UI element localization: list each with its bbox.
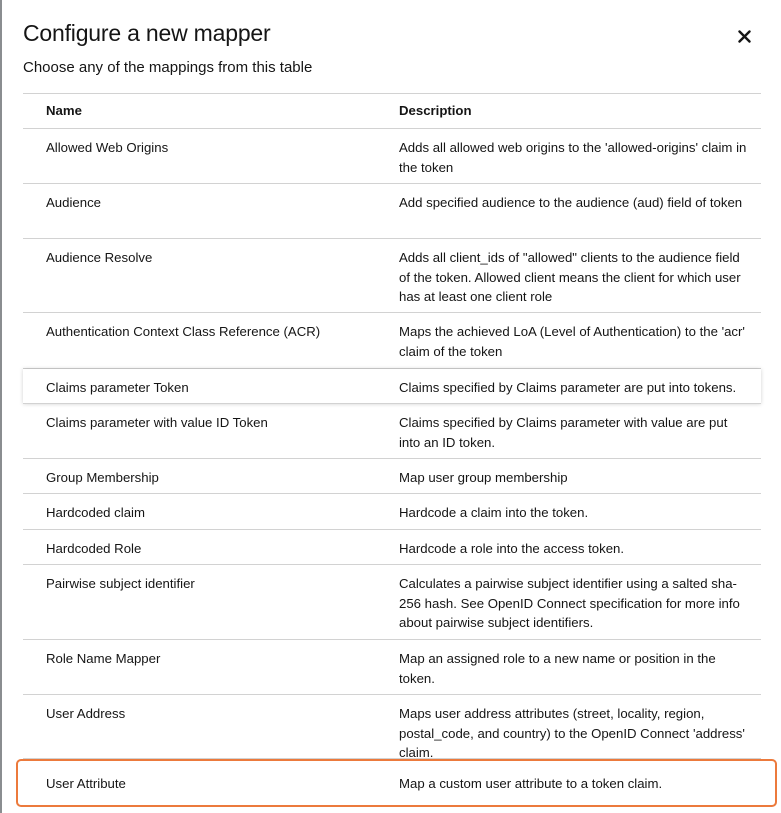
mapper-name: Allowed Web Origins <box>46 140 169 155</box>
mapper-description: Hardcode a role into the access token. <box>399 541 625 556</box>
table-row[interactable] <box>23 565 761 640</box>
table-row-user-attribute[interactable] <box>23 759 761 801</box>
close-icon <box>738 30 751 43</box>
mapper-name: User Attribute <box>46 776 126 791</box>
mapper-description: Map user group membership <box>399 470 568 485</box>
mapper-name: Hardcoded claim <box>46 505 145 520</box>
mapper-description: Map a custom user attribute to a token claim. <box>399 776 663 791</box>
mapper-modal <box>2 0 781 813</box>
modal-subtitle: Choose any of the mappings from this table <box>23 59 313 76</box>
modal-title: Configure a new mapper <box>23 20 271 46</box>
mapper-description: Hardcode a claim into the token. <box>399 505 589 520</box>
mappings-table <box>23 93 761 801</box>
table-row[interactable] <box>23 313 761 369</box>
mapper-name: Hardcoded Role <box>46 541 142 556</box>
mapper-description: Maps user address attributes (street, locality, region, postal_code, and country) to the OpenID Connect 'address' claim. <box>399 706 745 760</box>
mapper-name: Audience <box>46 195 101 210</box>
table-header <box>23 93 761 129</box>
table-row[interactable] <box>23 184 761 239</box>
mapper-name: Authentication Context Class Reference (ACR) <box>46 324 321 339</box>
mapper-description: Claims specified by Claims parameter are put into tokens. <box>399 380 737 395</box>
mapper-description: Claims specified by Claims parameter with value are put into an ID token. <box>399 415 728 450</box>
mapper-name: Pairwise subject identifier <box>46 576 195 591</box>
table-row[interactable] <box>23 239 761 313</box>
mapper-name: Claims parameter with value ID Token <box>46 415 268 430</box>
mapper-name: Role Name Mapper <box>46 651 161 666</box>
table-row[interactable] <box>23 404 761 459</box>
table-row[interactable] <box>23 494 761 530</box>
table-row[interactable] <box>23 640 761 695</box>
table-row[interactable] <box>23 530 761 565</box>
mapper-name: User Address <box>46 706 126 721</box>
mapper-name: Claims parameter Token <box>46 380 189 395</box>
table-row[interactable] <box>23 369 761 404</box>
column-header-name: Name <box>46 103 82 119</box>
mapper-description: Add specified audience to the audience (aud) field of token <box>399 195 743 210</box>
close-button[interactable] <box>732 24 756 48</box>
column-header-description: Description <box>399 103 472 119</box>
mapper-name: Audience Resolve <box>46 250 153 265</box>
table-row[interactable] <box>23 129 761 184</box>
mapper-name: Group Membership <box>46 470 159 485</box>
table-row[interactable] <box>23 695 761 759</box>
mapper-description: Adds all allowed web origins to the 'allowed-origins' claim in the token <box>399 140 747 175</box>
mapper-description: Map an assigned role to a new name or position in the token. <box>399 651 716 686</box>
mapper-description: Adds all client_ids of "allowed" clients to the audience field of the token. Allowed client means the client for which user has at least one client role <box>399 250 741 304</box>
mapper-description: Maps the achieved LoA (Level of Authentication) to the 'acr' claim of the token <box>399 324 745 359</box>
mapper-description: Calculates a pairwise subject identifier using a salted sha-256 hash. See OpenID Connect specification for more info about pairwise subject identifiers. <box>399 576 740 630</box>
table-row[interactable] <box>23 459 761 494</box>
